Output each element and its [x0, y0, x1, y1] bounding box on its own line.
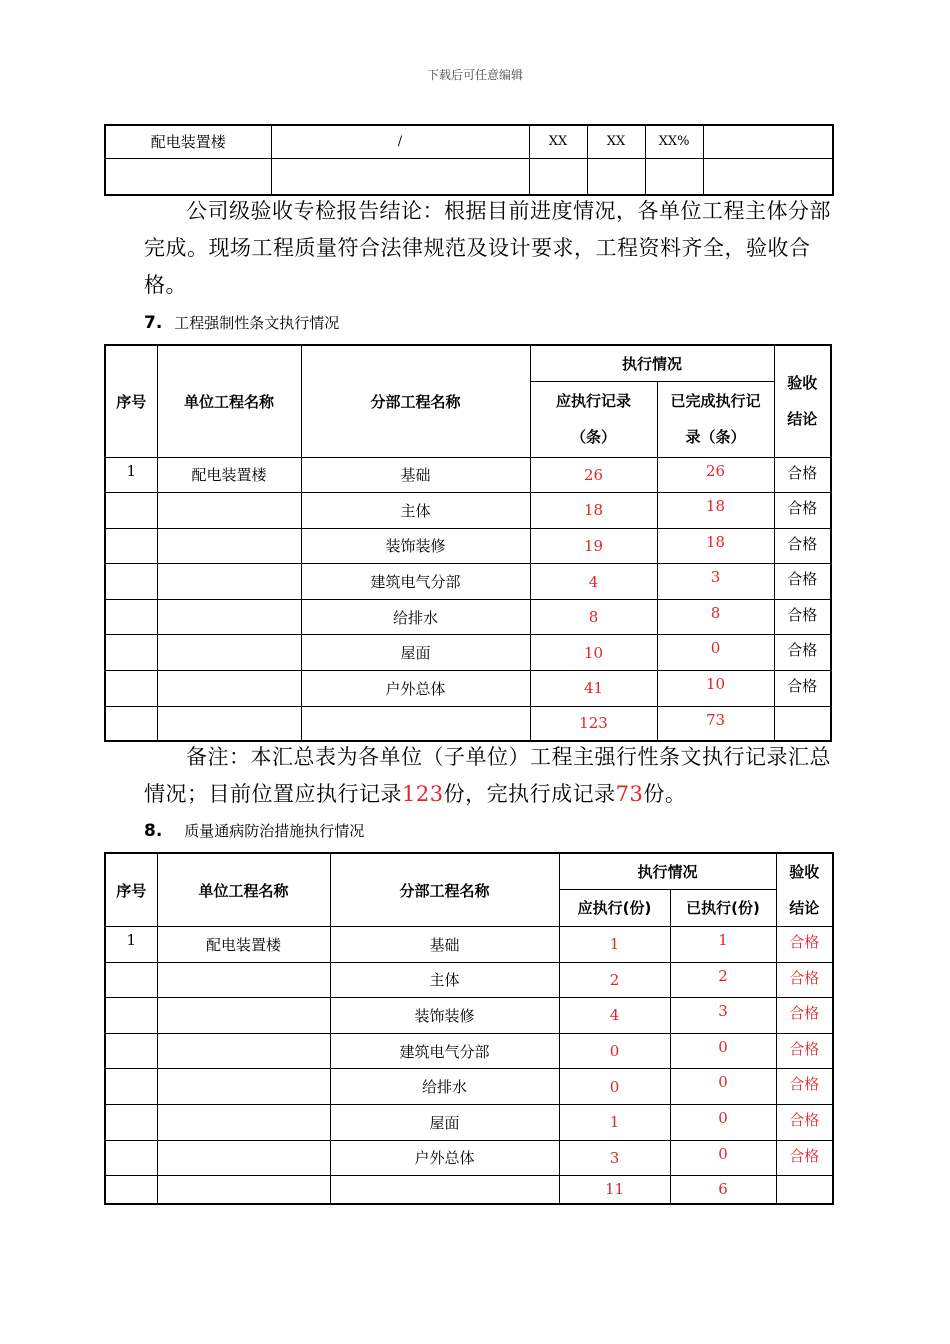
result-cell	[774, 706, 831, 741]
empty-cell	[703, 125, 833, 158]
part-name-cell: 基础	[330, 927, 559, 963]
col-header-result	[776, 853, 833, 927]
should-count-cell: 123	[530, 706, 657, 741]
result-label-a: 验收	[789, 863, 820, 881]
table-row	[105, 158, 833, 195]
done-count-cell: 1	[670, 927, 776, 963]
should-count-cell: 11	[559, 1176, 670, 1204]
result-cell: 合格	[774, 457, 831, 493]
table-row	[105, 599, 831, 635]
unit-name-cell	[157, 564, 301, 600]
seq-cell	[105, 528, 157, 564]
part-name-cell: 建筑电气分部	[330, 1033, 559, 1069]
section-8-heading	[144, 820, 364, 841]
result-cell: 合格	[774, 493, 831, 529]
note-text: 份，完执行成记录	[443, 782, 616, 806]
col-header-part: 分部工程名称	[330, 853, 559, 927]
part-name-cell: 主体	[330, 962, 559, 998]
part-name-cell: 装饰装修	[330, 998, 559, 1034]
done-count-cell: 0	[670, 1069, 776, 1105]
seq-cell	[105, 962, 157, 998]
part-name-cell: 给排水	[301, 599, 530, 635]
done-count-cell: 3	[657, 564, 774, 600]
col-header-seq: 序号	[105, 853, 157, 927]
seq-cell	[105, 1140, 157, 1176]
result-cell: 合格	[774, 599, 831, 635]
result-cell: 合格	[776, 1033, 833, 1069]
done-count-cell: 8	[657, 599, 774, 635]
note-count-should: 123	[402, 782, 444, 806]
empty-cell	[529, 158, 587, 195]
note-text: 份。	[643, 782, 687, 806]
section-number: 7.	[144, 313, 163, 333]
unit-name-cell	[157, 1033, 330, 1069]
should-count-cell: 3	[559, 1140, 670, 1176]
result-label-b: 结论	[787, 410, 818, 429]
empty-cell	[645, 158, 703, 195]
seq-cell	[105, 1176, 157, 1204]
table-row	[105, 528, 831, 564]
xx-cell: XX	[587, 125, 645, 158]
should-count-cell: 4	[559, 998, 670, 1034]
table-row	[105, 1104, 833, 1140]
top-summary-table	[104, 124, 834, 196]
unit-name-cell	[157, 1176, 330, 1204]
result-cell: 合格	[776, 998, 833, 1034]
unit-name-cell	[157, 1140, 330, 1176]
should-count-cell: 26	[530, 457, 657, 493]
table-row	[105, 635, 831, 671]
should-count-cell: 1	[559, 1104, 670, 1140]
result-cell: 合格	[776, 1069, 833, 1105]
seq-cell	[105, 564, 157, 600]
unit-name-cell	[157, 706, 301, 741]
result-cell: 合格	[776, 927, 833, 963]
seq-cell	[105, 599, 157, 635]
col-header-result	[774, 345, 831, 457]
part-name-cell: 给排水	[330, 1069, 559, 1105]
col-header-should: 应执行记录（条）	[530, 381, 657, 457]
part-name-cell	[330, 1176, 559, 1204]
should-count-cell: 41	[530, 671, 657, 707]
col-header-seq: 序号	[105, 345, 157, 457]
done-count-cell: 10	[657, 671, 774, 707]
result-cell: 合格	[774, 635, 831, 671]
table-row	[105, 706, 831, 741]
result-cell: 合格	[776, 1104, 833, 1140]
seq-cell	[105, 1033, 157, 1069]
xx-cell: XX	[529, 125, 587, 158]
result-cell: 合格	[774, 564, 831, 600]
done-count-cell: 0	[670, 1140, 776, 1176]
done-count-cell: 2	[670, 962, 776, 998]
part-name-cell: 建筑电气分部	[301, 564, 530, 600]
should-count-cell: 19	[530, 528, 657, 564]
result-cell: 合格	[776, 1140, 833, 1176]
xx-percent-cell: XX%	[645, 125, 703, 158]
table-row	[105, 125, 833, 158]
done-count-cell: 3	[670, 998, 776, 1034]
should-count-cell: 2	[559, 962, 670, 998]
unit-name-cell	[157, 493, 301, 529]
should-count-cell: 1	[559, 927, 670, 963]
empty-cell	[271, 158, 529, 195]
conclusion-text: 公司级验收专检报告结论：根据目前进度情况，各单位工程主体分部完成。现场工程质量符合法律规范及设计要求，工程资料齐全，验收合格。	[144, 199, 831, 297]
table-row	[105, 564, 831, 600]
part-name-cell	[301, 706, 530, 741]
section-number: 8.	[144, 821, 163, 841]
should-count-cell: 0	[559, 1069, 670, 1105]
table-row	[105, 1033, 833, 1069]
table-row	[105, 1140, 833, 1176]
col-header-should: 应执行(份)	[559, 889, 670, 926]
unit-name-cell	[157, 599, 301, 635]
done-count-cell: 0	[670, 1033, 776, 1069]
seq-cell	[105, 493, 157, 529]
section-7-heading	[144, 312, 339, 333]
table-header-row	[105, 345, 831, 381]
part-name-cell: 装饰装修	[301, 528, 530, 564]
empty-cell	[703, 158, 833, 195]
done-count-cell: 6	[670, 1176, 776, 1204]
seq-cell: 1	[105, 927, 157, 963]
done-count-cell: 18	[657, 528, 774, 564]
seq-cell	[105, 706, 157, 741]
table-row	[105, 457, 831, 493]
result-cell	[776, 1176, 833, 1204]
table-row	[105, 1069, 833, 1105]
col-header-done: 已执行(份)	[670, 889, 776, 926]
col-header-unit: 单位工程名称	[157, 853, 330, 927]
table-row	[105, 998, 833, 1034]
done-count-cell: 0	[670, 1104, 776, 1140]
note-count-done: 73	[615, 782, 644, 806]
unit-name-cell	[157, 671, 301, 707]
seq-cell	[105, 635, 157, 671]
table-row	[105, 927, 833, 963]
part-name-cell: 主体	[301, 493, 530, 529]
note-paragraph	[144, 739, 844, 813]
section-title: 质量通病防治措施执行情况	[184, 822, 365, 840]
unit-name-cell	[157, 962, 330, 998]
col-header-exec: 执行情况	[559, 853, 776, 889]
table-row	[105, 1176, 833, 1204]
done-count-cell: 26	[657, 457, 774, 493]
seq-cell	[105, 998, 157, 1034]
seq-cell	[105, 671, 157, 707]
result-cell: 合格	[774, 528, 831, 564]
result-label-a: 验收	[787, 374, 818, 393]
part-name-cell: 基础	[301, 457, 530, 493]
unit-name-cell	[157, 1069, 330, 1105]
conclusion-paragraph	[144, 193, 844, 304]
should-count-cell: 8	[530, 599, 657, 635]
result-label-b: 结论	[789, 899, 820, 917]
mandatory-provisions-table	[104, 344, 832, 742]
col-header-unit: 单位工程名称	[157, 345, 301, 457]
table-header-row	[105, 853, 833, 889]
unit-name-cell	[157, 1104, 330, 1140]
table-row	[105, 962, 833, 998]
unit-name-cell	[157, 635, 301, 671]
should-count-cell: 4	[530, 564, 657, 600]
seq-cell: 1	[105, 457, 157, 493]
col-header-done: 已完成执行记录（条）	[657, 381, 774, 457]
table-row	[105, 671, 831, 707]
should-count-cell: 10	[530, 635, 657, 671]
done-count-cell: 18	[657, 493, 774, 529]
seq-cell	[105, 1104, 157, 1140]
unit-name-cell	[157, 998, 330, 1034]
section-title: 工程强制性条文执行情况	[174, 314, 340, 332]
col-header-exec: 执行情况	[530, 345, 774, 381]
should-count-cell: 18	[530, 493, 657, 529]
col-header-part: 分部工程名称	[301, 345, 530, 457]
note-text: 备注：本汇总表为各单位（子单位）工程主强行性条文执行记录汇总情况；目前位置应执行记录	[144, 745, 831, 806]
table-row	[105, 493, 831, 529]
done-count-cell: 0	[657, 635, 774, 671]
should-count-cell: 0	[559, 1033, 670, 1069]
part-name-cell: 户外总体	[330, 1140, 559, 1176]
result-cell: 合格	[776, 962, 833, 998]
unit-name-cell: 配电装置楼	[157, 457, 301, 493]
unit-name-cell: 配电装置楼	[157, 927, 330, 963]
part-name-cell: 屋面	[301, 635, 530, 671]
empty-cell	[587, 158, 645, 195]
page-header: 下载后可任意编辑	[426, 68, 523, 82]
part-name-cell: 户外总体	[301, 671, 530, 707]
slash-cell: /	[271, 125, 529, 158]
empty-cell	[105, 158, 271, 195]
result-cell: 合格	[774, 671, 831, 707]
part-name-cell: 屋面	[330, 1104, 559, 1140]
unit-name-cell	[157, 528, 301, 564]
done-count-cell: 73	[657, 706, 774, 741]
quality-measures-table	[104, 852, 834, 1205]
unit-name-cell: 配电装置楼	[105, 125, 271, 158]
seq-cell	[105, 1069, 157, 1105]
